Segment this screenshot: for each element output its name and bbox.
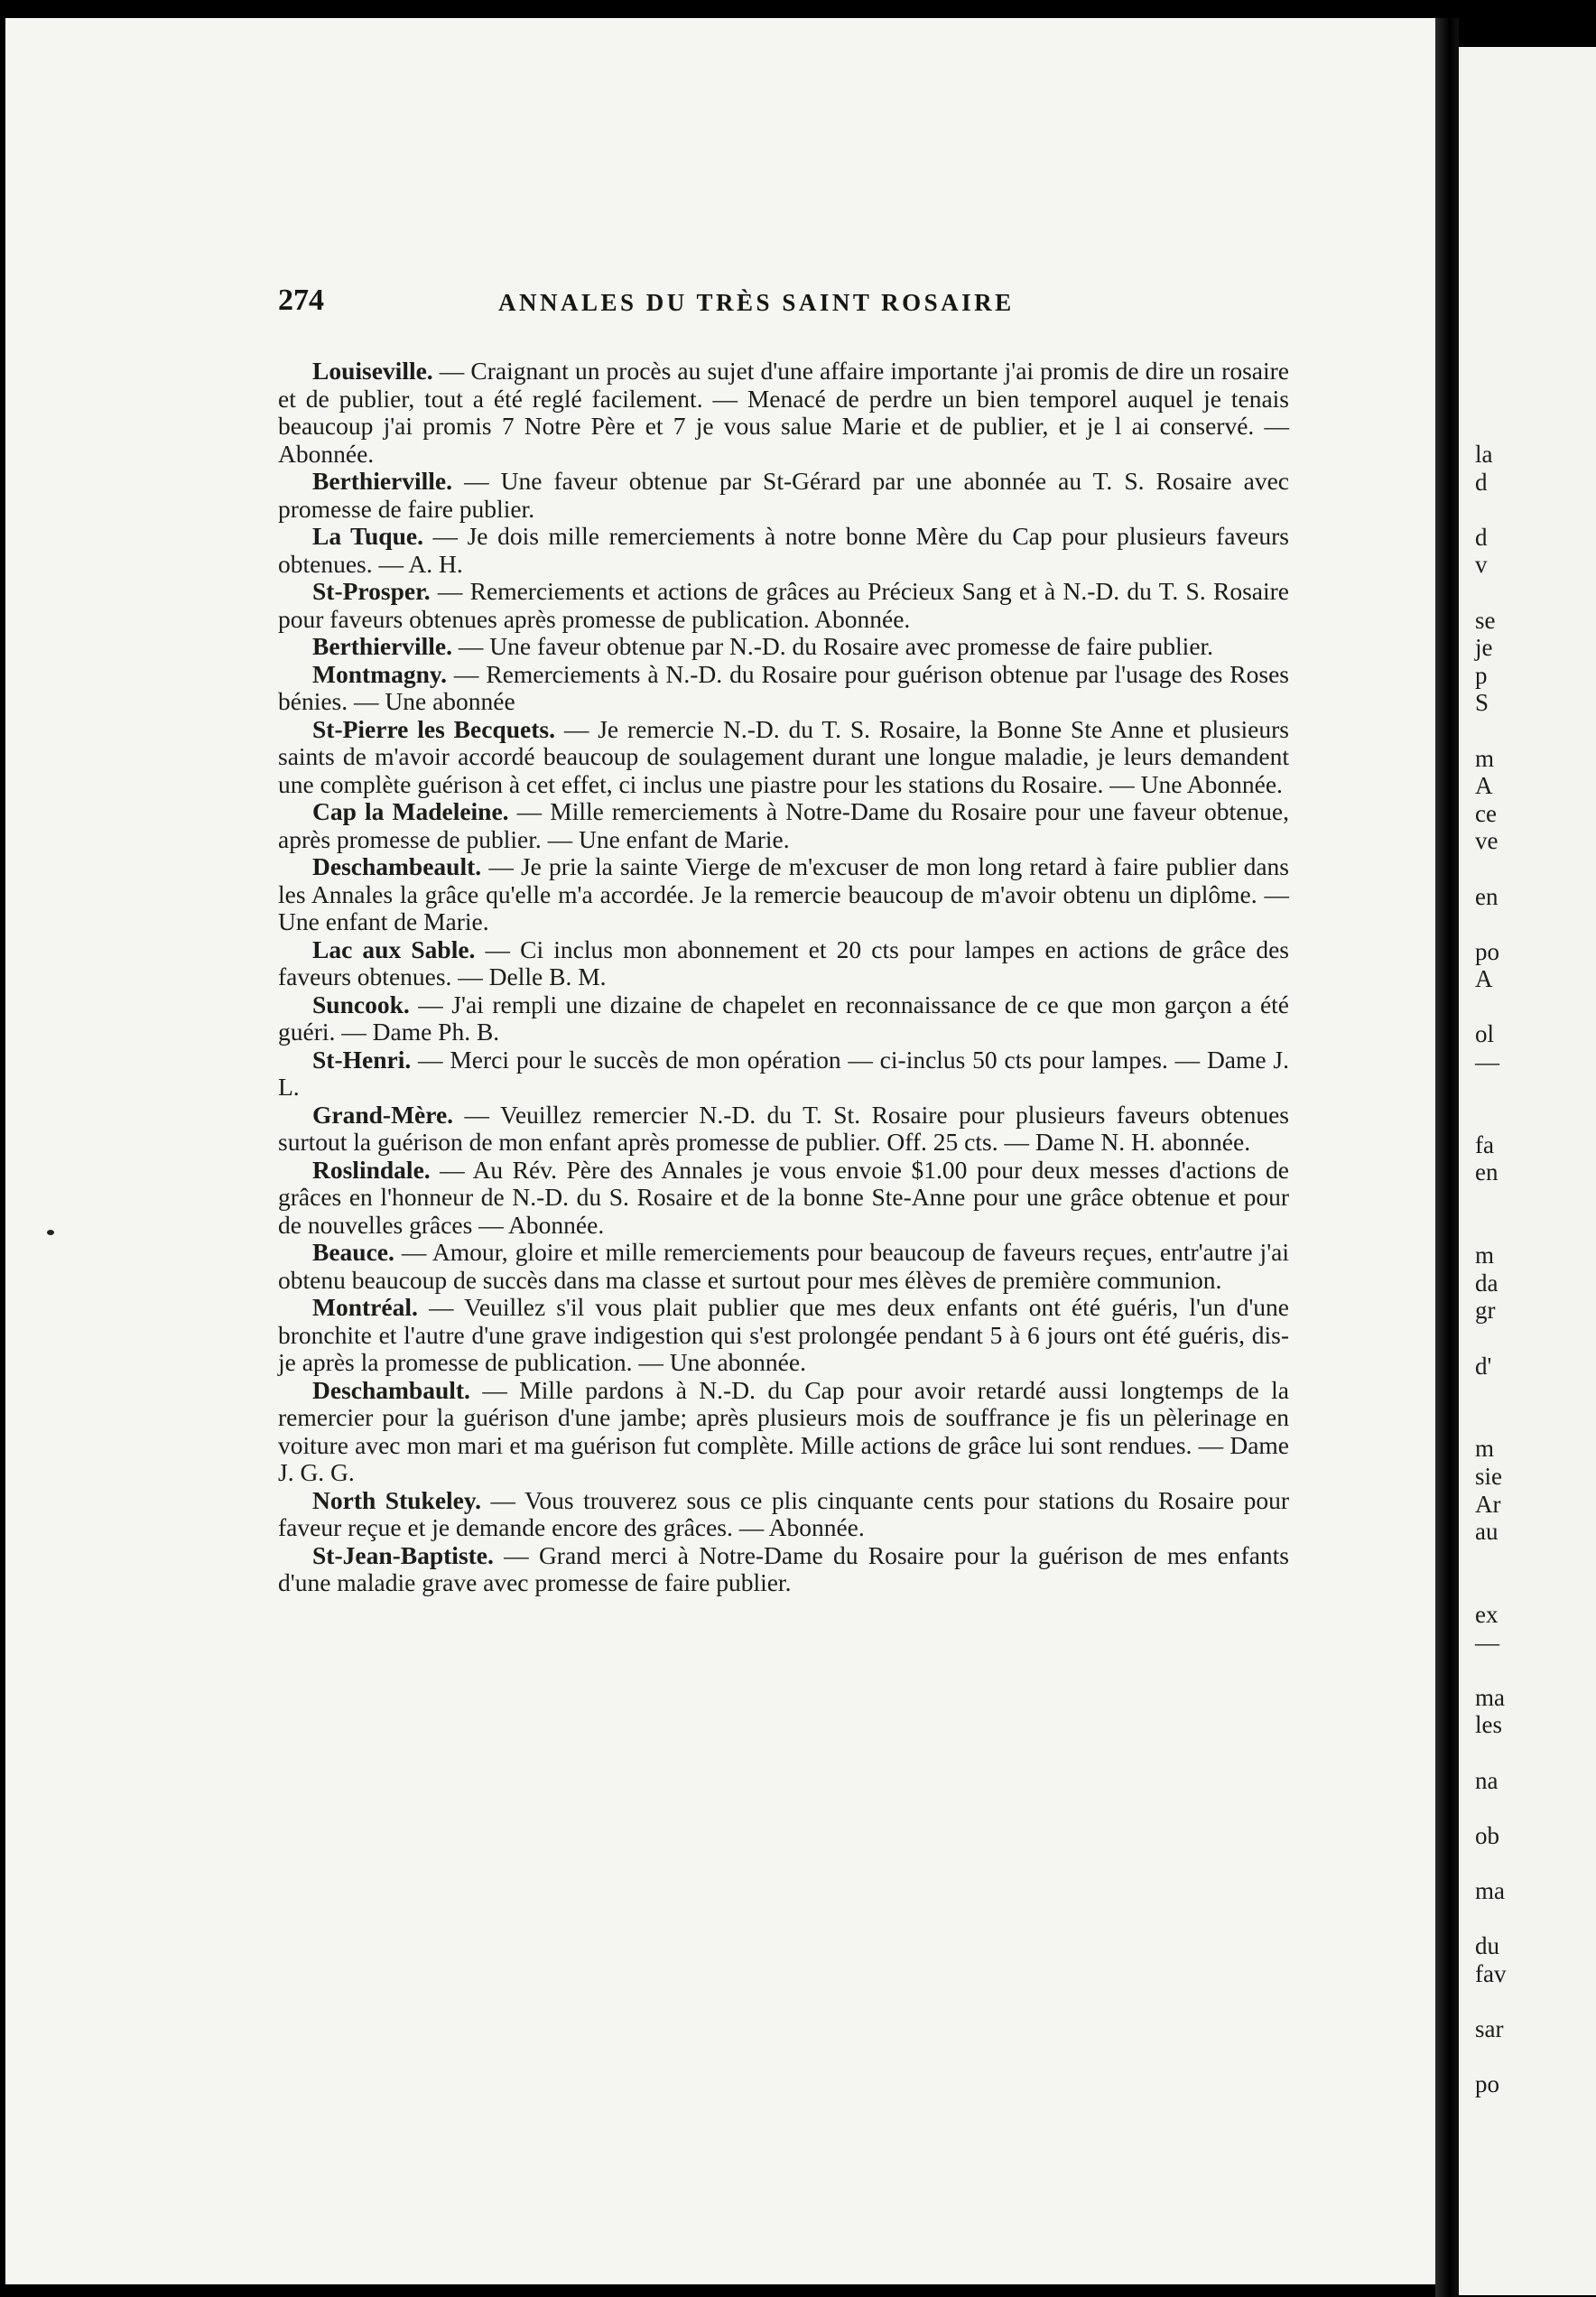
entry-text: — Je dois mille remerciements à notre bonne Mère du Cap pour plusieurs faveurs obtenues. — A. H.: [278, 522, 1289, 578]
entry-text: — Une faveur obtenue par St-Gérard par une abonnée au T. S. Rosaire avec promesse de faire publier.: [278, 467, 1289, 523]
entry-place: St-Jean-Baptiste.: [312, 1540, 494, 1569]
entry-place: Montréal.: [312, 1293, 418, 1321]
entry-place: Montmagny.: [312, 659, 447, 688]
entry: [278, 661, 1289, 716]
entry: [278, 798, 1289, 853]
entry: [278, 578, 1289, 633]
entry-place: St-Pierre les Becquets.: [312, 714, 555, 743]
entry: [278, 1239, 1289, 1294]
entry: [278, 1294, 1289, 1377]
entry: [278, 468, 1289, 523]
entry-place: Berthierville.: [312, 467, 453, 495]
entry-place: Deschambeault.: [312, 852, 482, 880]
entry-place: Suncook.: [312, 990, 410, 1018]
entry: [278, 716, 1289, 799]
entry: [278, 633, 1289, 661]
entry-place: Grand-Mère.: [312, 1100, 454, 1129]
right-page-fragments: la d d v se je p S m A ce ve en po A ol — fa en m da gr d' m sie Ar au ex — ma les na ob ma du fav sar po: [1475, 441, 1507, 2098]
entry: [278, 358, 1289, 468]
entry-text: — Au Rév. Père des Annales je vous envoie $1.00 pour deux messes d'actions de grâces en l'honneur de N.-D. du S. Rosaire et de la bonne Ste-Anne pour une grâce obtenue et pour de nouvelles grâces — Abonnée.: [278, 1155, 1289, 1239]
page-header: [278, 284, 1289, 325]
entry-place: St-Prosper.: [312, 577, 431, 605]
entry: [278, 1046, 1289, 1102]
entry: [278, 1487, 1289, 1542]
scan-speck: [47, 1230, 54, 1235]
entry-text: — Je prie la sainte Vierge de m'excuser de mon long retard à faire publier dans les Annales la grâce qu'elle m'a accordée. Je la remercie beaucoup de m'avoir obtenu un diplôme. — Une enfant de Marie.: [278, 852, 1289, 935]
entry: [278, 1377, 1289, 1487]
entry: [278, 1102, 1289, 1157]
entry-text: — Veuillez s'il vous plait publier que mes deux enfants ont été guéris, l'un d'une bronchite et l'autre d'une grave indigestion qui s'est prolongée pendant 5 à 6 jours ont été guéris, dis-je après la promesse de publication. — Une abonnée.: [278, 1293, 1289, 1376]
entry-text: — Merci pour le succès de mon opération — ci-inclus 50 cts pour lampes. — Dame J. L.: [278, 1045, 1289, 1101]
entry-text: — Craignant un procès au sujet d'une affaire importante j'ai promis de dire un rosaire et de publier, tout a été reglé facilement. — Menacé de perdre un bien temporel auquel je tenais beaucoup j'ai promis 7 Notre Père et 7 je vous salue Marie et de publier, et je l ai conservé. — Abonnée.: [278, 357, 1289, 468]
entry-place: Deschambault.: [312, 1375, 470, 1404]
right-page: [1459, 47, 1596, 2295]
entry: [278, 991, 1289, 1046]
book-gutter: [1435, 18, 1459, 2297]
entry-text: — Ci inclus mon abonnement et 20 cts pour lampes en actions de grâce des faveurs obtenues. — Delle B. M.: [278, 935, 1289, 990]
page-body: [278, 358, 1289, 1597]
entry-text: — Vous trouverez sous ce plis cinquante cents pour stations du Rosaire pour faveur reçue et je demande encore des grâces. — Abonnée.: [278, 1485, 1289, 1541]
entry-place: Beauce.: [312, 1238, 394, 1266]
entry-text: — Je remercie N.-D. du T. S. Rosaire, la Bonne Ste Anne et plusieurs saints de m'avoir accordé beaucoup de soulagement durant une longue maladie, je leurs demandent une complète guérison à cet effet, ci inclus une piastre pour les stations du Rosaire. — Une Abonnée.: [278, 714, 1289, 798]
entry-place: Lac aux Sable.: [312, 935, 476, 963]
entry-text: — Mille pardons à N.-D. du Cap pour avoir retardé aussi longtemps de la remercier pour la guérison d'une jambe; après plusieurs mois de souffrance je fis un pèlerinage en voiture avec mon mari et ma guérison fut complète. Mille actions de grâce lui sont rendues. — Dame J. G. G.: [278, 1375, 1289, 1486]
entry-place: Louiseville.: [312, 357, 433, 385]
entry: [278, 1542, 1289, 1597]
running-head: ANNALES DU TRÈS SAINT ROSAIRE: [498, 289, 1015, 316]
entry-text: — J'ai rempli une dizaine de chapelet en reconnaissance de ce que mon garçon a été guéri. — Dame Ph. B.: [278, 990, 1289, 1046]
entry-place: St-Henri.: [312, 1045, 412, 1074]
page-number: 274: [278, 284, 324, 317]
entry: [278, 1157, 1289, 1240]
entry-text: — Grand merci à Notre-Dame du Rosaire pour la guérison de mes enfants d'une maladie grave avec promesse de faire publier.: [278, 1540, 1289, 1596]
entry: [278, 523, 1289, 578]
entry-text: — Veuillez remercier N.-D. du T. St. Rosaire pour plusieurs faveurs obtenues surtout la guérison de mon enfant après promesse de publier. Off. 25 cts. — Dame N. H. abonnée.: [278, 1100, 1289, 1156]
entry: [278, 936, 1289, 991]
entry: [278, 853, 1289, 936]
entry-text: — Remerciements à N.-D. du Rosaire pour guérison obtenue par l'usage des Roses bénies. — Une abonnée: [278, 659, 1289, 715]
entry-text: — Mille remerciements à Notre-Dame du Rosaire pour une faveur obtenue, après promesse de publier. — Une enfant de Marie.: [278, 797, 1289, 853]
entry-text: — Remerciements et actions de grâces au Précieux Sang et à N.-D. du T. S. Rosaire pour faveurs obtenues après promesse de publication. Abonnée.: [278, 577, 1289, 633]
entry-place: Roslindale.: [312, 1155, 431, 1184]
entry-place: Berthierville.: [312, 632, 453, 660]
entry-place: North Stukeley.: [312, 1485, 481, 1514]
entry-place: Cap la Madeleine.: [312, 797, 509, 825]
entry-text: — Amour, gloire et mille remerciements pour beaucoup de faveurs reçues, entr'autre j'ai obtenu beaucoup de succès dans ma classe et surtout pour mes élèves de première communion.: [278, 1238, 1289, 1294]
entry-place: La Tuque.: [312, 522, 423, 550]
entry-text: — Une faveur obtenue par N.-D. du Rosaire avec promesse de faire publier.: [452, 632, 1214, 660]
